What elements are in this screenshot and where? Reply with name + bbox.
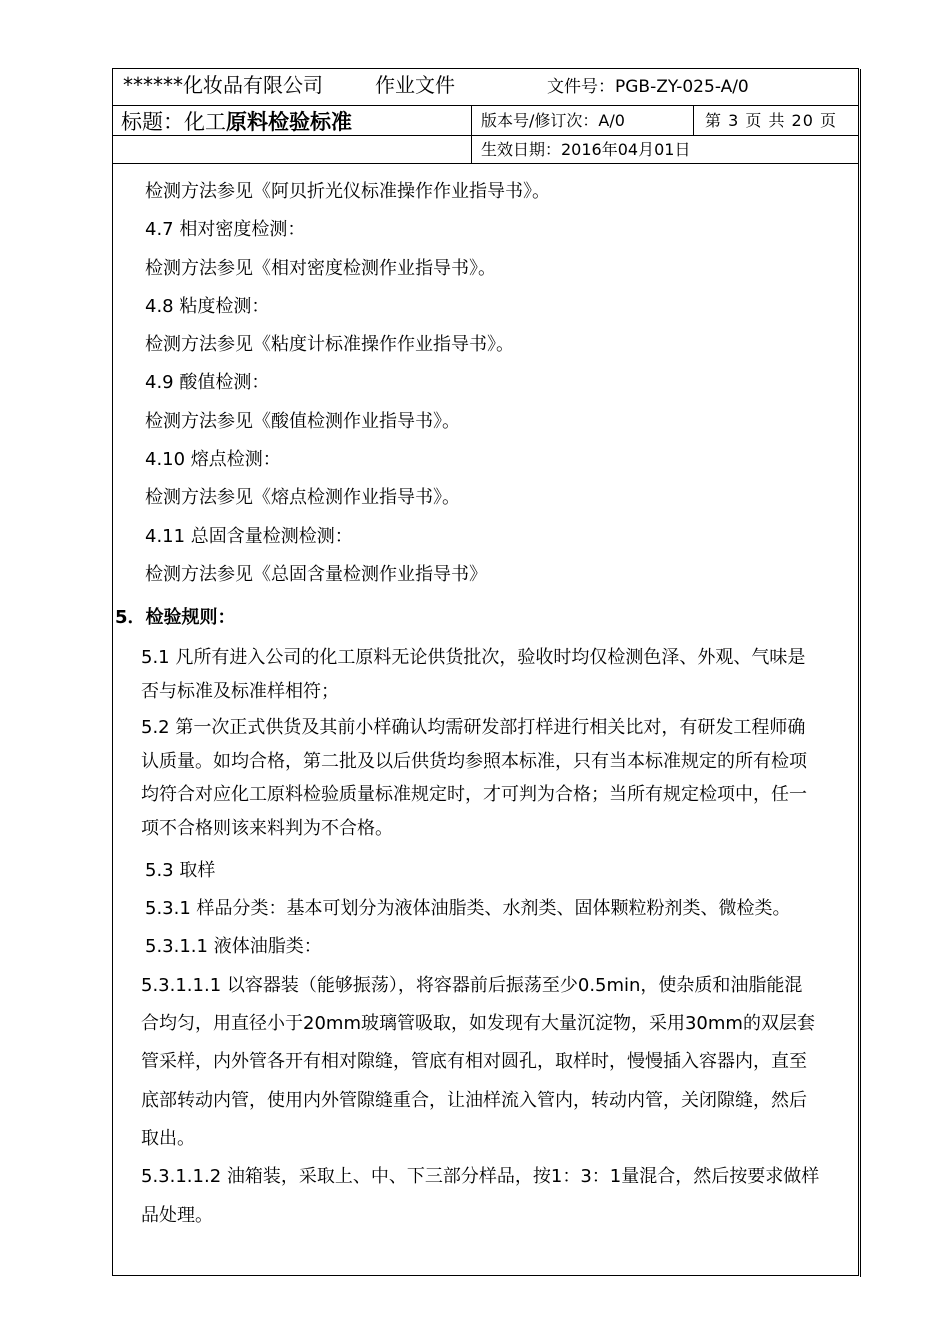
body-line: 检测方法参见《酸值检测作业指导书》。 — [145, 411, 460, 432]
body-line: 检测方法参见《相对密度检测作业指导书》。 — [145, 258, 496, 279]
section-heading: 5.3 取样 — [145, 860, 216, 881]
document-number: 文件号：PGB-ZY-025-A/0 — [547, 77, 749, 97]
page-info: 第 3 页 共 20 页 — [705, 111, 837, 130]
company-name: ******化妆品有限公司 — [123, 73, 323, 97]
header-divider-page — [693, 105, 694, 135]
para-5-3-1-1-1-line: 合均匀，用直径小于20mm玻璃管吸取，如发现有大量沉淀物，采用30mm的双层套 — [141, 1013, 815, 1034]
body-line: 检测方法参见《阿贝折光仪标准操作作业指导书》。 — [145, 181, 550, 202]
para-5-1-line: 否与标准及标准样相符； — [141, 681, 339, 702]
title-prefix: 标题：化工 — [121, 110, 226, 134]
para-5-3-1-1-2-line: 品处理。 — [141, 1205, 213, 1226]
document-type: 作业文件 — [375, 73, 455, 97]
document-title — [121, 112, 352, 133]
para-5-1-line: 5.1 凡所有进入公司的化工原料无论供货批次，验收时均仅检测色泽、外观、气味是 — [141, 647, 806, 668]
title-main: 原料检验标准 — [226, 110, 352, 134]
effective-date: 生效日期：2016年04月01日 — [481, 140, 691, 159]
section-heading: 4.8 粘度检测： — [145, 296, 270, 317]
section-heading: 5.3.1.1 液体油脂类： — [145, 936, 322, 957]
para-5-2-line: 认质量。如均合格，第二批及以后供货均参照本标准，只有当本标准规定的所有检项 — [141, 751, 807, 772]
para-5-2-line: 项不合格则该来料判为不合格。 — [141, 818, 393, 839]
section-heading: 4.10 熔点检测： — [145, 449, 281, 470]
body-line: 检测方法参见《熔点检测作业指导书》。 — [145, 487, 460, 508]
para-5-3-1-1-1-line: 取出。 — [141, 1128, 195, 1149]
body-line: 检测方法参见《粘度计标准操作作业指导书》。 — [145, 334, 514, 355]
header-divider-title — [471, 105, 472, 163]
section-5-title: 5．检验规则： — [115, 607, 236, 628]
para-5-3-1-1-1-line: 管采样，内外管各开有相对隙缝，管底有相对圆孔，取样时，慢慢插入容器内，直至 — [141, 1051, 807, 1072]
section-heading: 4.7 相对密度检测： — [145, 219, 306, 240]
body-line: 检测方法参见《总固含量检测作业指导书》 — [145, 564, 487, 585]
section-heading: 4.9 酸值检测： — [145, 372, 270, 393]
para-5-2-line: 5.2 第一次正式供货及其前小样确认均需研发部打样进行相关比对，有研发工程师确 — [141, 717, 806, 738]
para-5-3-1-1-1-line: 底部转动内管，使用内外管隙缝重合，让油样流入管内，转动内管，关闭隙缝，然后 — [141, 1090, 807, 1111]
section-heading: 4.11 总固含量检测检测： — [145, 526, 353, 547]
para-5-2-line: 均符合对应化工原料检验质量标准规定时，才可判为合格；当所有规定检项中，任一 — [141, 784, 807, 805]
section-heading: 5.3.1 样品分类：基本可划分为液体油脂类、水剂类、固体颗粒粉剂类、微检类。 — [145, 898, 791, 919]
version-label: 版本号/修订次：A/0 — [481, 111, 625, 130]
para-5-3-1-1-2-line: 5.3.1.1.2 油箱装，采取上、中、下三部分样品，按1：3：1量混合，然后按要求做样 — [141, 1166, 820, 1187]
para-5-3-1-1-1-line: 5.3.1.1.1 以容器装（能够振荡），将容器前后振荡至少0.5min，使杂质和油脂能混 — [141, 975, 803, 996]
